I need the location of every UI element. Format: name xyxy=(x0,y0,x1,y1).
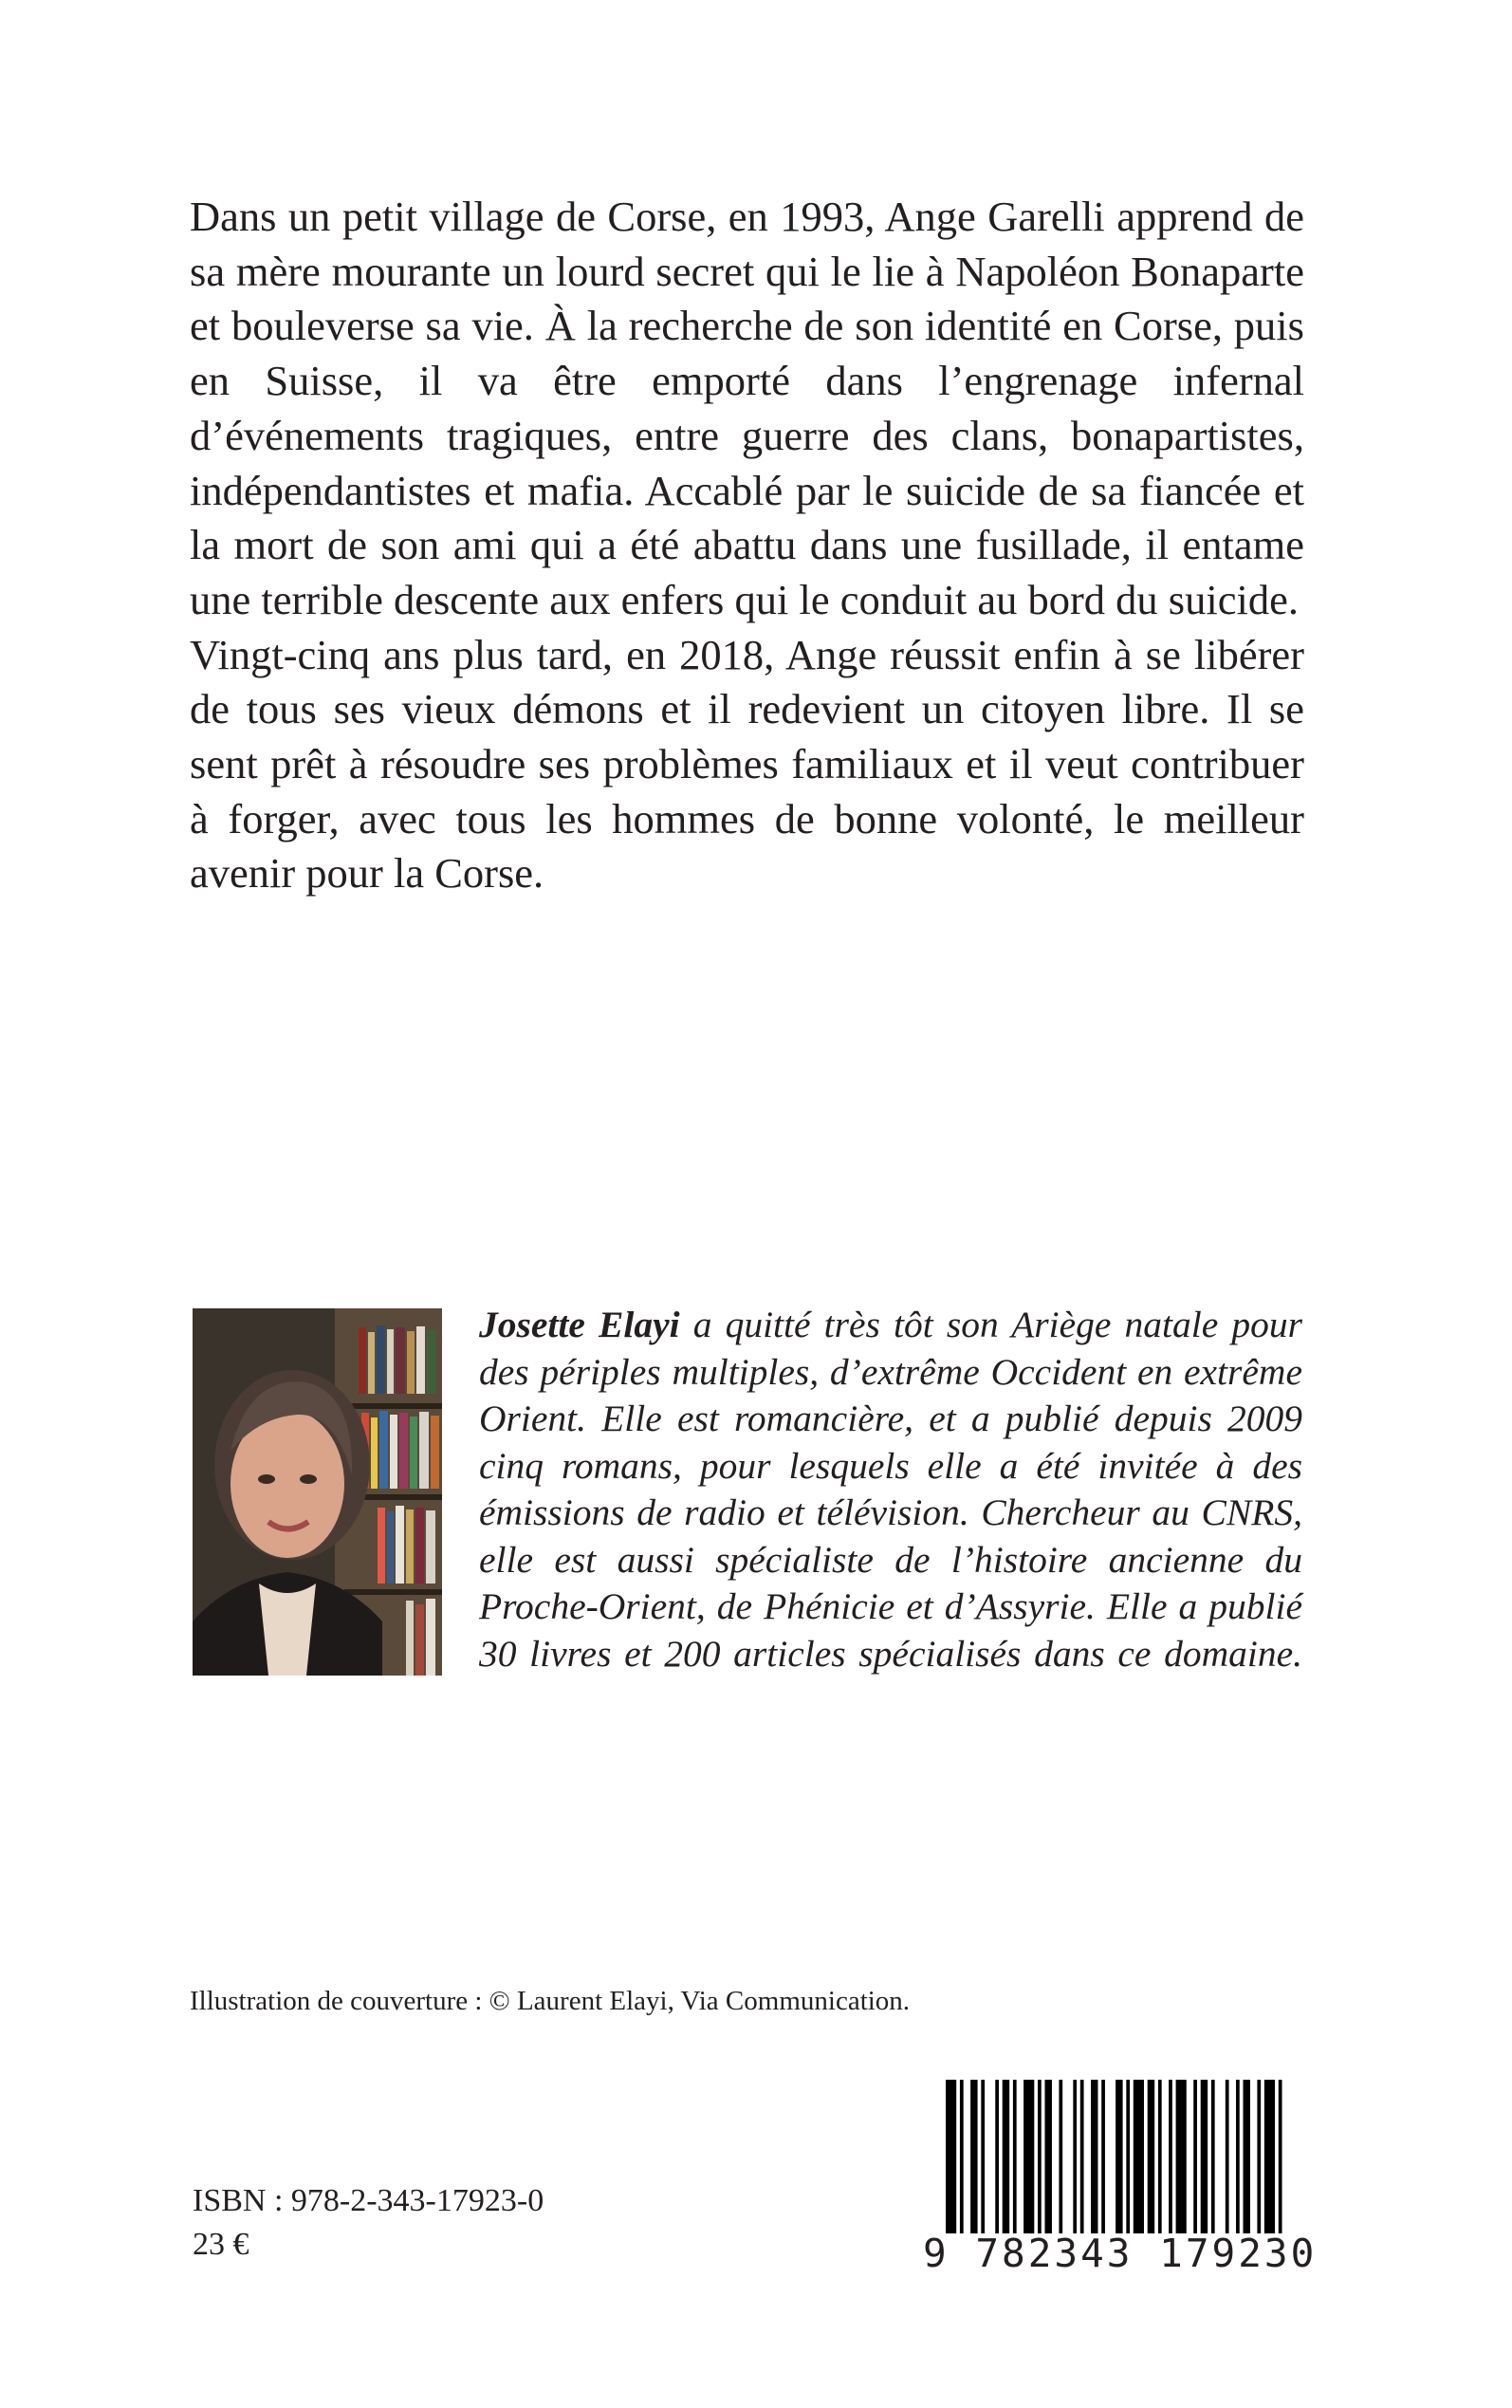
barcode-bar xyxy=(1257,2080,1261,2233)
author-photo xyxy=(193,1308,442,1676)
cover-credit: Illustration de couverture : © Laurent Elayi, Via Communication. xyxy=(190,1986,911,2016)
synopsis-paragraph-1: Dans un petit village de Corse, en 1993, Ange Garelli apprend de sa mère mourante un lourd secret qui le lie à Napoléon Bonaparte et bouleverse sa vie. À la recherche de son identité en Corse, puis en Suisse, il va être emporté dans l’engrenage infernal d’événements tragiques, entre guerre des clans, bonapartistes, indépendantistes et mafia. Accablé par le suicide de sa fiancée et la mort de son ami qui a été abattu dans une fusillade, il entame une terrible descente aux enfers qui le conduit au bord du suicide. xyxy=(190,193,1304,623)
synopsis-paragraph-2: Vingt-cinq ans plus tard, en 2018, Ange réussit enfin à se libérer de tous ses vieux démons et il redevient un citoyen libre. Il se sent prêt à résoudre ses problèmes familiaux et il veut contribuer à forger, avec tous les hommes de bonne volonté, le meilleur avenir pour la Corse. xyxy=(190,630,1304,898)
barcode-bar xyxy=(1279,2080,1282,2233)
barcode-bar xyxy=(981,2080,985,2233)
barcode-bar xyxy=(1236,2080,1240,2233)
barcode-bar xyxy=(1013,2080,1017,2233)
barcode-bar xyxy=(1023,2080,1034,2233)
barcode-bar xyxy=(1243,2080,1249,2233)
author-bio-text: a quitté très tôt son Ariège natale pour des périples multiples, d’extrême Occident en extrême Orient. Elle est romancière, et a publié depuis 2009 cinq romans, pour lesquels elle a été invitée à des émissions de radio et télévision. Chercheur au CNRS, elle est aussi spécialiste de l’histoire ancienne du Proche-Orient, de Phénicie et d’Assyrie. Elle a publié 30 livres et 200 articles spécialisés dans ce domaine. xyxy=(479,1304,1303,1675)
barcode-bar xyxy=(1080,2080,1084,2233)
barcode-bar xyxy=(1158,2080,1162,2233)
barcode-bar xyxy=(1073,2080,1077,2233)
barcode-bar xyxy=(1148,2080,1154,2233)
barcode-bar xyxy=(1211,2080,1215,2233)
barcode-bar xyxy=(946,2080,956,2233)
author-portrait-icon xyxy=(193,1308,442,1676)
barcode-bar xyxy=(1116,2080,1122,2233)
barcode-bar xyxy=(1059,2080,1062,2233)
barcode-bar xyxy=(1038,2080,1042,2233)
author-bio xyxy=(479,1302,1302,1677)
barcode-bar xyxy=(970,2080,977,2233)
isbn: ISBN : 978-2-343-17923-0 xyxy=(193,2183,544,2218)
barcode-bar xyxy=(1176,2080,1187,2233)
barcode-icon xyxy=(946,2080,1289,2233)
barcode-bar xyxy=(1134,2080,1144,2233)
barcode-bar xyxy=(1101,2080,1105,2233)
barcode-bar xyxy=(1003,2080,1009,2233)
barcode xyxy=(923,2080,1318,2279)
barcode-bar xyxy=(960,2080,964,2233)
barcode-bar xyxy=(1169,2080,1172,2233)
barcode-digits: 9 782343 179230 xyxy=(923,2231,1318,2276)
price: 23 € xyxy=(193,2227,249,2262)
barcode-bar xyxy=(1044,2080,1051,2233)
barcode-bar xyxy=(1264,2080,1275,2233)
synopsis xyxy=(190,190,1304,901)
barcode-bar xyxy=(1193,2080,1197,2233)
barcode-bar xyxy=(995,2080,999,2233)
barcode-bar xyxy=(1091,2080,1097,2233)
barcode-bar xyxy=(1126,2080,1130,2233)
barcode-bar xyxy=(1226,2080,1229,2233)
barcode-bar xyxy=(1201,2080,1208,2233)
author-name: Josette Elayi xyxy=(479,1304,680,1345)
